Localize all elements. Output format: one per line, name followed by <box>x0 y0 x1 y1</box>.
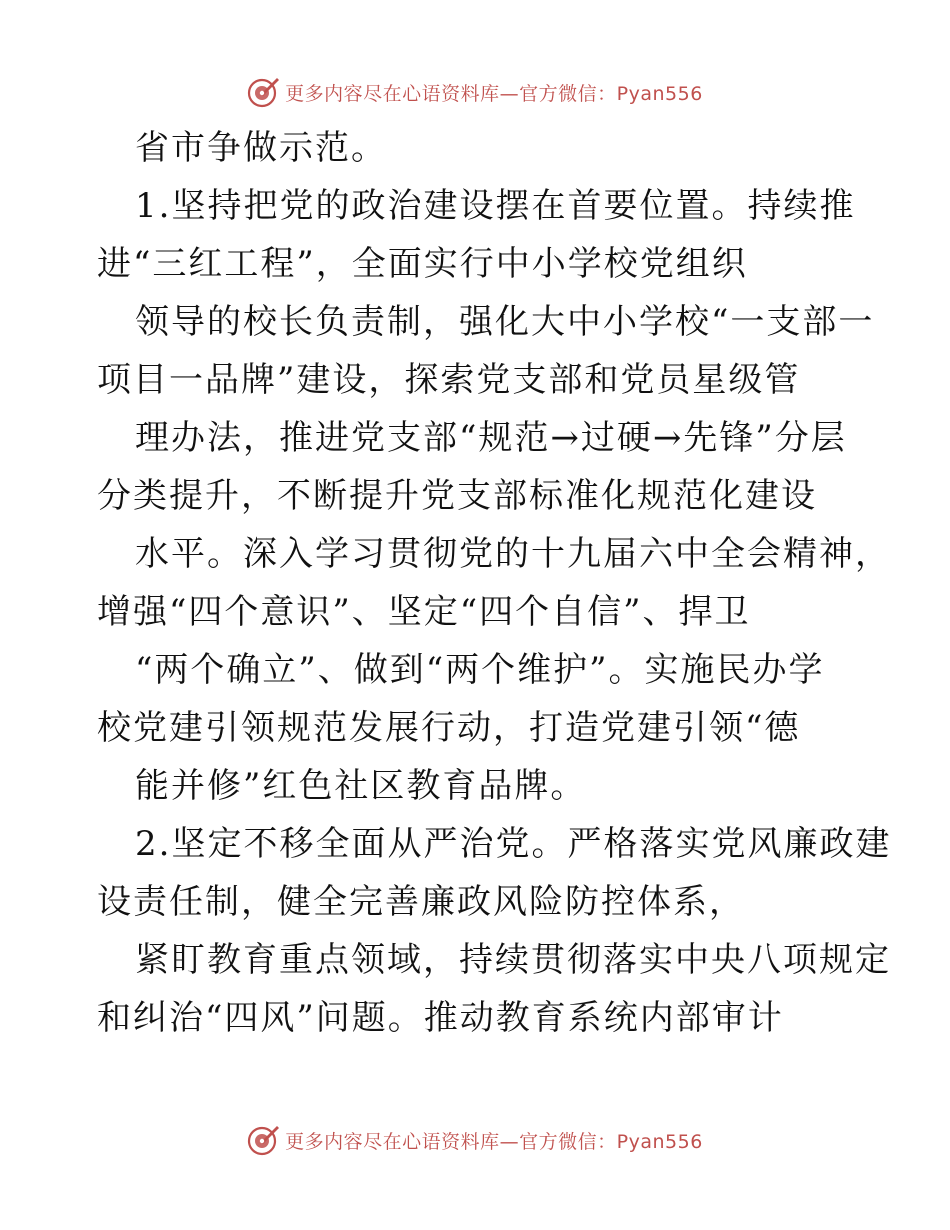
body-line: “两个确立”、做到“两个维护”。实施民办学 <box>135 650 825 690</box>
body-line: 理办法，推进党支部“规范→过硬→先锋”分层 <box>135 418 847 458</box>
pen-logo-icon <box>247 75 281 109</box>
footer-watermark-text: 更多内容尽在心语资料库—官方微信：Pyan556 <box>285 1130 703 1153</box>
body-line: 设责任制，健全完善廉政风险防控体系， <box>97 882 745 922</box>
body-line: 2.坚定不移全面从严治党。严格落实党风廉政建 <box>135 824 892 864</box>
header-watermark <box>0 72 950 112</box>
body-line: 1.坚持把党的政治建设摆在首要位置。持续推 <box>135 186 856 226</box>
body-line: 增强“四个意识”、坚定“四个自信”、捍卫 <box>97 592 751 632</box>
body-line: 进“三红工程”，全面实行中小学校党组织 <box>97 244 748 284</box>
body-line: 项目一品牌”建设，探索党支部和党员星级管 <box>97 360 801 400</box>
body-line: 紧盯教育重点领域，持续贯彻落实中央八项规定 <box>135 940 891 980</box>
header-watermark-text: 更多内容尽在心语资料库—官方微信：Pyan556 <box>285 82 703 105</box>
body-line: 和纠治“四风”问题。推动教育系统内部审计 <box>97 998 784 1038</box>
pen-logo-icon <box>247 1123 281 1157</box>
body-line: 领导的校长负责制，强化大中小学校“一支部一 <box>135 302 875 342</box>
body-line: 省市争做示范。 <box>135 128 387 168</box>
footer-watermark <box>0 1120 950 1160</box>
body-line: 水平。深入学习贯彻党的十九届六中全会精神， <box>135 534 891 574</box>
body-line: 分类提升，不断提升党支部标准化规范化建设 <box>97 476 817 516</box>
body-line: 校党建引领规范发展行动，打造党建引领“德 <box>97 708 801 748</box>
body-line: 能并修”红色社区教育品牌。 <box>135 766 587 806</box>
